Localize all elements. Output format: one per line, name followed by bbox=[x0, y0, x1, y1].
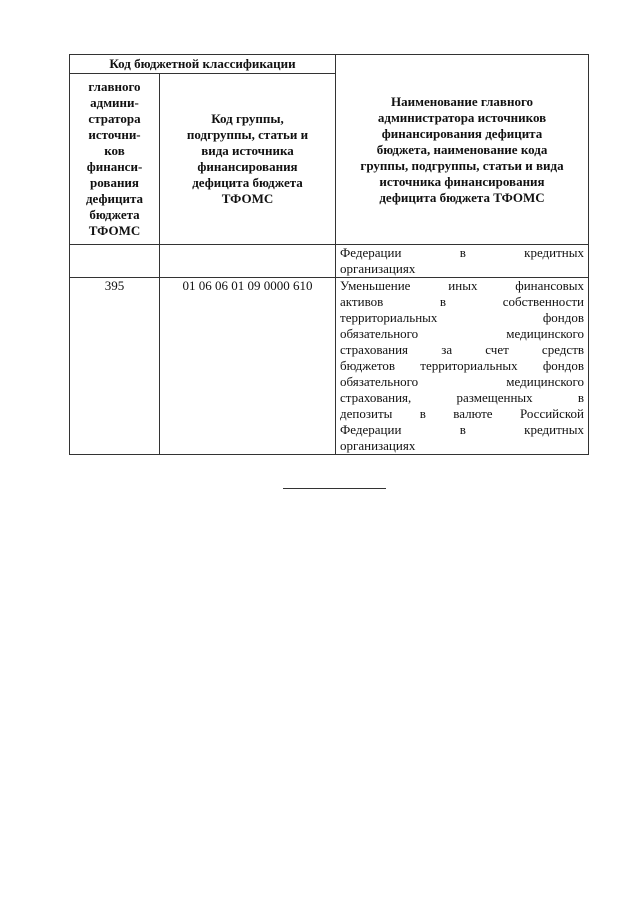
name-header-line: источника финансирования bbox=[379, 173, 545, 189]
name-header-line: группы, подгруппы, статьи и вида bbox=[360, 157, 564, 173]
code-header-line: Код группы, bbox=[211, 111, 284, 126]
admin-header-line: стратора bbox=[88, 111, 141, 126]
footnote-separator-line bbox=[283, 488, 386, 489]
description-cell bbox=[336, 245, 589, 278]
code-header-line: подгруппы, статьи и bbox=[186, 127, 309, 142]
table-row bbox=[70, 278, 589, 455]
budget-classification-header: Код бюджетной классификации bbox=[70, 55, 336, 74]
description-line: организациях bbox=[340, 438, 416, 453]
description-line: Федерации в кредитных bbox=[340, 422, 585, 437]
admin-column-header bbox=[70, 74, 160, 245]
admin-header-line: рования bbox=[90, 175, 139, 190]
admin-header-line: дефицита bbox=[85, 191, 143, 206]
description-line: Федерации в кредитных bbox=[340, 245, 585, 260]
description-line: страхования, размещенных в bbox=[340, 390, 585, 405]
source-code-cell: 01 06 06 01 09 0000 610 bbox=[160, 278, 336, 455]
admin-header-line: админи- bbox=[90, 95, 139, 110]
description-line: активов в собственности bbox=[340, 294, 585, 309]
admin-code-cell: 395 bbox=[70, 278, 160, 455]
description-cell bbox=[336, 278, 589, 455]
name-header-line: дефицита бюджета ТФОМС bbox=[379, 189, 545, 205]
code-header-line: дефицита бюджета bbox=[192, 175, 303, 190]
name-header-line: Наименование главного bbox=[390, 93, 534, 109]
description-line: Уменьшение иных финансовых bbox=[340, 278, 585, 293]
code-header-line: вида источника bbox=[201, 143, 294, 158]
admin-header-line: бюджета bbox=[89, 207, 140, 222]
description-line: бюджетов территориальных фондов bbox=[340, 358, 585, 373]
description-line: организациях bbox=[340, 261, 416, 276]
table-row bbox=[70, 245, 589, 278]
admin-code-cell bbox=[70, 245, 160, 278]
description-line: депозиты в валюте Российской bbox=[340, 406, 585, 421]
code-header-line: ТФОМС bbox=[221, 191, 274, 206]
admin-header-line: ТФОМС bbox=[88, 223, 141, 238]
budget-classification-table bbox=[69, 54, 589, 455]
name-header-line: администратора источников bbox=[377, 109, 547, 125]
name-column-header bbox=[336, 55, 589, 245]
description-line: обязательного медицинского bbox=[340, 374, 585, 389]
description-line: страхования за счет средств bbox=[340, 342, 585, 357]
table-group-header-row bbox=[70, 55, 589, 74]
name-header-line: финансирования дефицита bbox=[381, 125, 543, 141]
admin-header-line: источни- bbox=[88, 127, 141, 142]
admin-header-line: финанси- bbox=[86, 159, 143, 174]
admin-header-line: главного bbox=[88, 79, 141, 94]
code-column-header bbox=[160, 74, 336, 245]
source-code-cell bbox=[160, 245, 336, 278]
description-line: обязательного медицинского bbox=[340, 326, 585, 341]
code-header-line: финансирования bbox=[197, 159, 298, 174]
name-header-line: бюджета, наименование кода bbox=[376, 141, 548, 157]
description-line: территориальных фондов bbox=[340, 310, 585, 325]
admin-header-line: ков bbox=[104, 143, 125, 158]
